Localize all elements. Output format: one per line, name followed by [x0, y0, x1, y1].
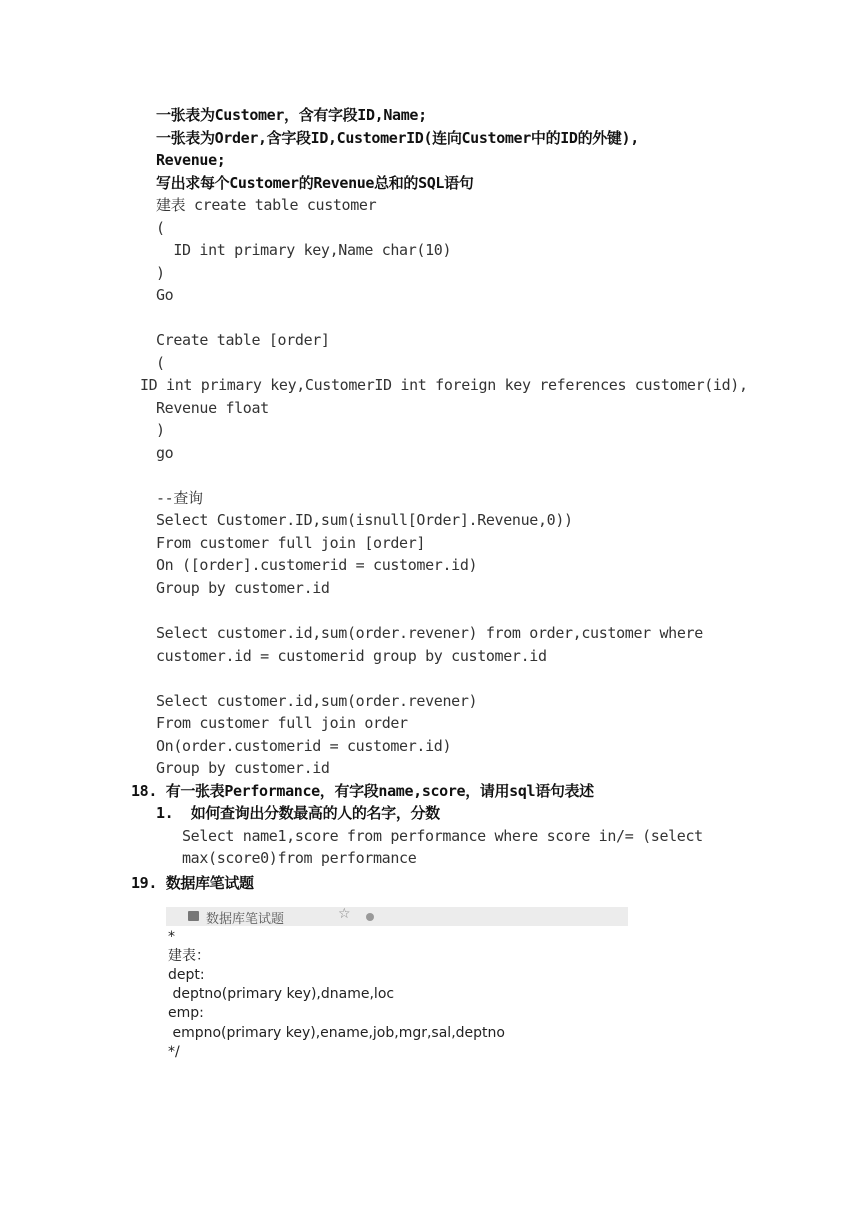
dot-icon — [366, 913, 374, 921]
embedded-title-bar — [166, 907, 628, 926]
code-line: ( — [156, 219, 165, 237]
code-line: ID int primary key,CustomerID int foreign key references customer(id), — [140, 376, 748, 394]
code-line: Select customer.id,sum(order.revener) — [156, 692, 478, 710]
code-line: ) — [156, 264, 165, 282]
code-line: Go — [156, 286, 174, 304]
code-line: Group by customer.id — [156, 579, 330, 597]
embedded-screenshot — [166, 904, 628, 1064]
book-icon — [188, 911, 199, 921]
embedded-line: empno(primary key),ename,job,mgr,sal,deptno — [168, 1025, 505, 1041]
code-line: On ([order].customerid = customer.id) — [156, 556, 478, 574]
code-line: Select Customer.ID,sum(isnull[Order].Revenue,0)) — [156, 511, 573, 529]
embedded-line: deptno(primary key),dname,loc — [168, 986, 395, 1002]
embedded-line: 建表： — [168, 948, 210, 964]
code-line: --查询 — [156, 489, 203, 507]
code-line: Select customer.id,sum(order.revener) from order,customer where — [156, 624, 703, 642]
code-line: ID int primary key,Name char(10) — [156, 241, 452, 259]
text-line: Revenue; — [156, 151, 226, 169]
code-line: max(score0)from performance — [182, 849, 417, 867]
text-line: 一张表为Customer，含有字段ID,Name; — [156, 106, 427, 124]
code-line: Create table [order] — [156, 331, 330, 349]
code-line: From customer full join [order] — [156, 534, 426, 552]
star-icon: ☆ — [338, 906, 351, 922]
question-19-heading: 19. 数据库笔试题 — [131, 874, 254, 892]
embedded-title: 数据库笔试题 — [206, 912, 285, 927]
embedded-line: */ — [168, 1044, 180, 1060]
text-line: 写出求每个Customer的Revenue总和的SQL语句 — [156, 174, 474, 192]
text-line: 一张表为Order,含字段ID,CustomerID(连向Customer中的ID的外键), — [156, 129, 639, 147]
embedded-line: * — [168, 929, 175, 945]
embedded-line: emp: — [168, 1005, 204, 1021]
code-line: go — [156, 444, 174, 462]
question-18-subitem: 1. 如何查询出分数最高的人的名字，分数 — [156, 804, 440, 822]
embedded-line: dept: — [168, 967, 205, 983]
code-line: ) — [156, 421, 165, 439]
question-18-heading: 18. 有一张表Performance，有字段name,score，请用sql语句表述 — [131, 782, 594, 800]
code-line: customer.id = customerid group by customer.id — [156, 647, 547, 665]
code-line: On(order.customerid = customer.id) — [156, 737, 452, 755]
code-line: From customer full join order — [156, 714, 408, 732]
code-line: Revenue float — [156, 399, 269, 417]
code-line: Group by customer.id — [156, 759, 330, 777]
code-line: Select name1,score from performance where score in/= (select — [182, 827, 703, 845]
code-line: ( — [156, 354, 165, 372]
code-line: 建表 create table customer — [156, 196, 377, 214]
